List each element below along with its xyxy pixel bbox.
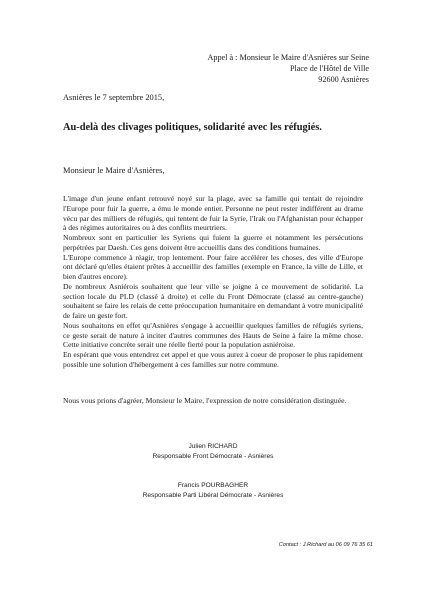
body-paragraph: En espérant que vous entendrez cet appel et que vous aurez à coeur de proposer le plus rapidement possible une solution d'hébergement à ces familles sur notre commune. [63, 350, 363, 369]
signature-block [63, 442, 363, 461]
letter-date: Asnières le 7 septembre 2015, [63, 93, 165, 102]
signatory-title: Responsable Parti Libéral Démocrate - Asnières [142, 491, 284, 499]
recipient-line: 92600 Asnières [318, 74, 369, 84]
body-paragraph: Nombreux sont en particulier les Syriens qui fuient la guerre et notamment les persécutions perpétrées par Daesh. Ces gens doivent être accueillis dans des conditions humaines. [63, 233, 363, 252]
contact-line: Contact : J.Richard au 06 09 76 35 61 [278, 542, 373, 548]
body-paragraph: L'Europe commence à réagir, trop lentement. Pour faire accélérer les choses, des ville d'Europe ont déclaré qu'elles étaient prêtes à accueillir des familles (exemple en France, la ville de Lille, et bien d'autres encore). [63, 252, 363, 281]
signatory-name: Julien RICHARD [188, 443, 238, 450]
letter-subject: Au-delà des clivages politiques, solidarité avec les réfugiés. [63, 122, 322, 133]
body-paragraph: Nous souhaitons en effet qu'Asnières s'engage à accueillir quelques familles de réfugiés syriens, ce geste serait de nature à inciter d'autres communes des Hauts de Seine à faire la même chose. Cette initiative concrète serait une réelle fierté pour la population asniéroise. [63, 320, 363, 350]
recipient-line: Place de l'Hôtel de Ville [289, 63, 369, 73]
recipient-line: Appel à : Monsieur le Maire d'Asnières sur Seine [207, 53, 369, 62]
closing-formula [63, 396, 363, 406]
signature-block [63, 481, 363, 500]
salutation: Monsieur le Maire d'Asnières, [63, 166, 165, 175]
recipient-address [207, 53, 369, 85]
body-paragraph: De nombreux Asniérois souhaitent que leur ville se joigne à ce mouvement de solidarité. La section locale du PLD (classé à droite) et celle du Front Démocrate (classé au centre-gauche) souhaitent se faire les relais de cette préoccupation humanitaire en demandant à votre municipalité de faire un geste fort. [63, 281, 363, 320]
letter-body [63, 194, 363, 370]
body-paragraph: L'image d'un jeune enfant retrouvé noyé sur la plage, avec sa famille qui tentait de rejoindre l'Europe pour fuir la guerre, a ému le monde entier. Personne ne peut rester indifférent au drame vécu par des milliers de réfugiés, qui tentent de fuir la Syrie, l'Irak ou l'Afghanistan pour échapper à des régimes autoritaires ou à des conflits meurtriers. [63, 194, 363, 233]
signatory-title: Responsable Front Démocrate - Asnières [152, 452, 274, 460]
closing-text: Nous vous prions d'agréer, Monsieur le Maire, l'expression de notre considération distinguée. [63, 396, 347, 405]
signatory-name: Francis POURBAGHER [177, 482, 249, 489]
